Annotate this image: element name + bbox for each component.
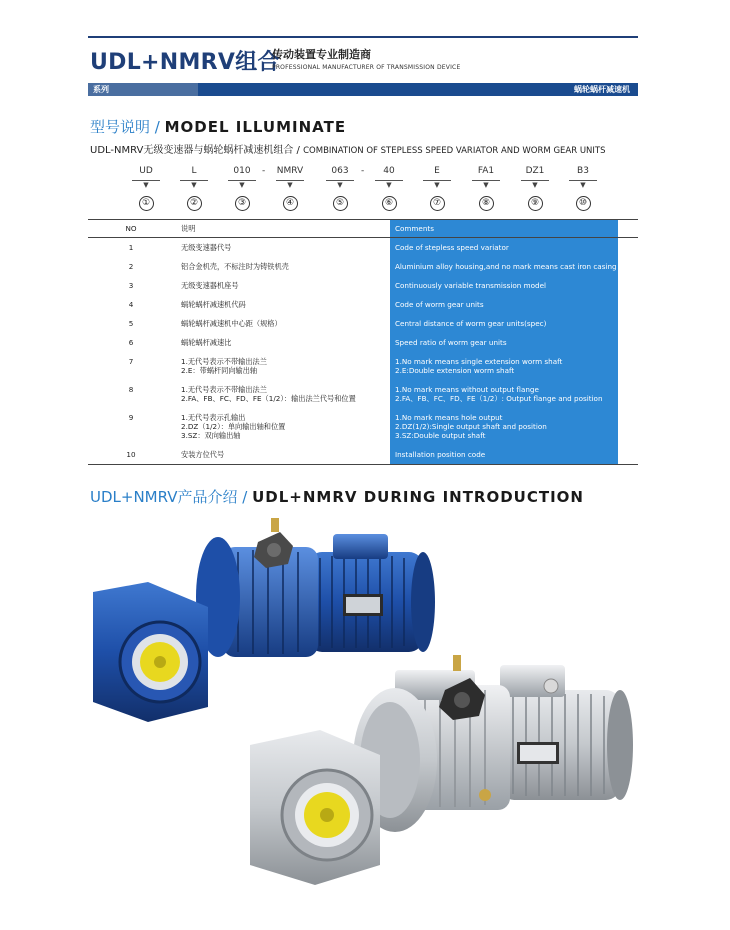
table-row [88,238,638,257]
table-row [88,257,638,276]
row-no: 4 [128,300,134,309]
model-code-text: FA1 [477,166,495,176]
row-cn: 无级变速器机座号 [181,281,239,290]
company-slogan-cn: 传动装置专业制造商 [272,48,371,61]
model-code-index: ⑨ [528,196,543,211]
silver-motor-reducer-illustration [245,650,640,890]
model-code-part [126,165,166,211]
table-row [88,445,638,464]
row-en: Code of worm gear units [390,295,618,314]
model-code-index: ② [187,196,202,211]
model-code-text: DZ1 [525,166,545,176]
series-label: 系列 [93,85,109,94]
model-code-table [88,219,638,465]
row-cn: 蜗轮蜗杆减速机中心距（规格） [181,319,282,328]
row-no: 7 [128,357,134,366]
model-code-part [466,165,506,211]
model-code-part [222,165,262,211]
model-code-diagram [0,165,730,210]
model-section-title-en: MODEL ILLUMINATE [164,118,347,136]
model-section-heading [90,116,346,137]
model-code-text: 010 [233,166,251,176]
model-section-title-cn: 型号说明 / [90,118,160,136]
row-en: Installation position code [390,445,618,464]
intro-section-title-en: UDL+NMRV DURING INTRODUCTION [252,488,584,506]
model-code-part [369,165,409,211]
row-no: 10 [126,450,136,459]
row-en: Aluminium alloy housing,and no mark means cast iron casing [390,257,618,276]
arrow-down-icon: ▼ [434,181,440,189]
model-code-index: ⑤ [333,196,348,211]
arrow-down-icon: ▼ [483,181,489,189]
model-code-text: B3 [577,166,589,176]
model-code-text: 063 [331,166,349,176]
model-code-text: UD [139,166,153,176]
model-code-dash: - [262,166,266,176]
row-en: 1.No mark means single extension worm shaft 2.E:Double extension worm shaft [390,352,618,380]
arrow-down-icon: ▼ [386,181,392,189]
row-cn: 1.无代号表示不带输出法兰 2.E：带蜗杆同向输出轴 [181,357,267,375]
table-row [88,352,638,380]
header-top-rule [88,36,638,38]
model-code-text: 40 [383,166,395,176]
model-code-part [417,165,457,211]
model-code-index: ⑧ [479,196,494,211]
row-no: 8 [128,385,134,394]
table-row [88,380,638,408]
table-row [88,314,638,333]
row-no: 3 [128,281,134,290]
company-slogan-en: PROFESSIONAL MANUFACTURER OF TRANSMISSION DEVICE [272,64,461,71]
column-header-en: Comments [390,220,618,237]
table-row [88,333,638,352]
model-subtitle-en: COMBINATION OF STEPLESS SPEED VARIATOR AND WORM GEAR UNITS [303,146,606,156]
model-code-part [174,165,214,211]
model-code-index: ⑦ [430,196,445,211]
arrow-down-icon: ▼ [580,181,586,189]
model-code-text: L [191,166,197,176]
arrow-down-icon: ▼ [239,181,245,189]
column-header-no: NO [125,224,137,233]
row-en: 1.No mark means hole output 2.DZ(1/2):Single output shaft and position 3.SZ:Double output shaft [390,408,618,445]
silver-motor-reducer-image [245,650,640,890]
model-code-text: NMRV [276,166,304,176]
model-code-part [515,165,555,211]
model-code-text: E [434,166,440,176]
row-cn: 蜗轮蜗杆减速机代码 [181,300,246,309]
arrow-down-icon: ▼ [191,181,197,189]
model-code-part [270,165,310,211]
arrow-down-icon: ▼ [143,181,149,189]
row-no: 9 [128,413,134,422]
table-row [88,295,638,314]
row-cn: 安装方位代号 [181,450,225,459]
product-category-label: 蜗轮蜗杆减速机 [574,85,630,94]
model-code-part [320,165,360,211]
model-code-index: ③ [235,196,250,211]
row-en: Code of stepless speed variator [390,238,618,257]
model-code-index: ④ [283,196,298,211]
table-row [88,408,638,445]
row-cn: 无级变速器代号 [181,243,232,252]
row-no: 5 [128,319,134,328]
row-en: 1.No mark means without output flange 2.FA、FB、FC、FD、FE（1/2）: Output flange and position [390,380,618,408]
model-code-index: ⑩ [576,196,591,211]
model-code-index: ⑥ [382,196,397,211]
row-cn: 蜗轮蜗杆减速比 [181,338,232,347]
intro-section-heading [90,486,584,507]
row-en: Continuously variable transmission model [390,276,618,295]
arrow-down-icon: ▼ [287,181,293,189]
row-en: Speed ratio of worm gear units [390,333,618,352]
row-no: 2 [128,262,134,271]
arrow-down-icon: ▼ [532,181,538,189]
model-subtitle-cn: UDL-NMRV无级变速器与蜗轮蜗杆减速机组合 / [90,145,300,156]
model-code-dash: - [361,166,365,176]
model-code-index: ① [139,196,154,211]
page-title: UDL+NMRV组合 [90,50,280,75]
row-no: 6 [128,338,134,347]
model-section-subtitle [90,141,606,156]
arrow-down-icon: ▼ [337,181,343,189]
intro-section-title-cn: UDL+NMRV产品介绍 / [90,488,248,506]
row-cn: 铝合金机壳，不标注时为铸铁机壳 [181,262,289,271]
table-header-row [88,220,638,238]
column-header-cn: 说明 [181,224,196,233]
row-cn: 1.无代号表示孔输出 2.DZ（1/2）：单向输出轴和位置 3.SZ：双向输出轴 [181,413,286,440]
row-cn: 1.无代号表示不带输出法兰 2.FA、FB、FC、FD、FE（1/2）：输出法兰代号和位置 [181,385,356,403]
table-row [88,276,638,295]
model-code-part [563,165,603,211]
row-no: 1 [128,243,134,252]
row-en: Central distance of worm gear units(spec) [390,314,618,333]
table-bottom-rule [88,464,638,465]
